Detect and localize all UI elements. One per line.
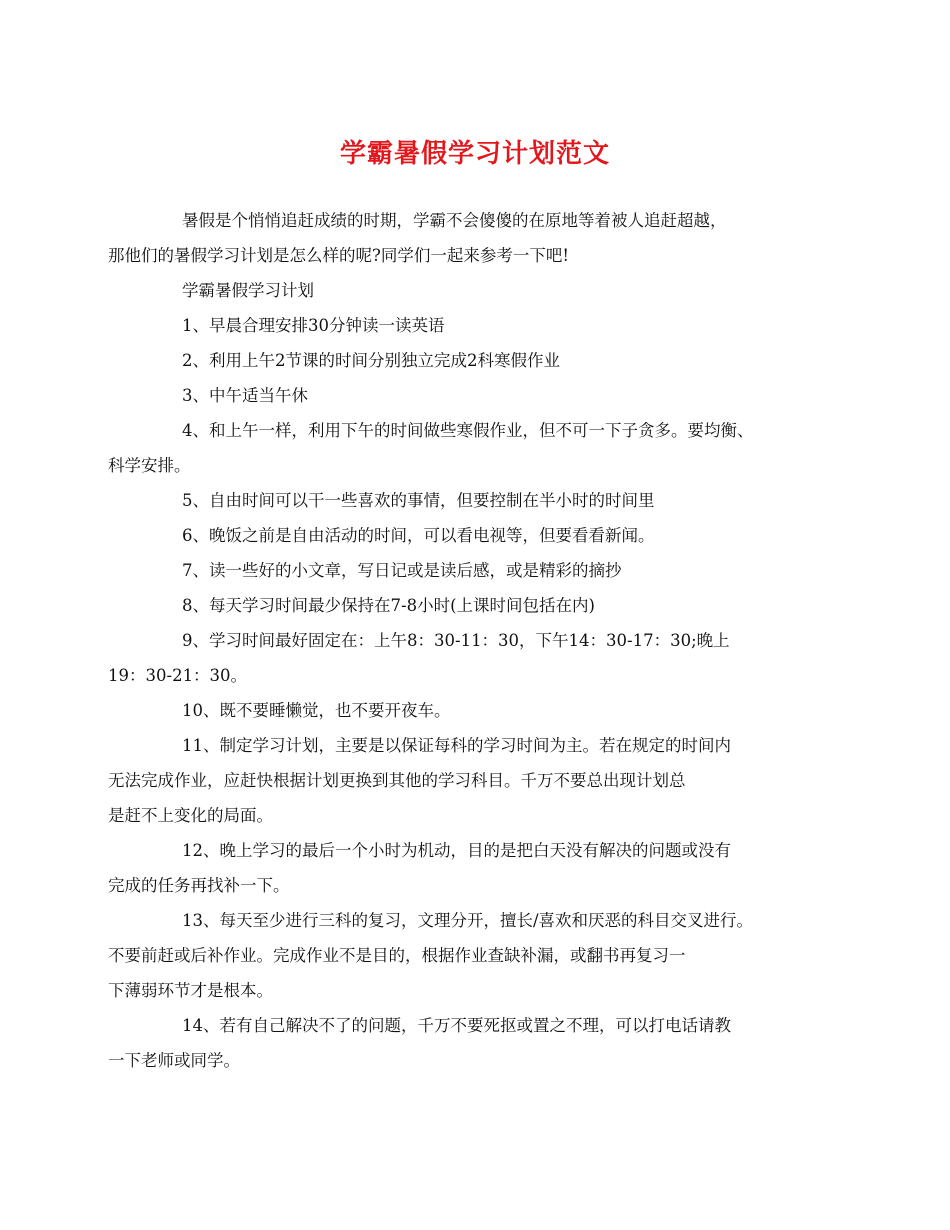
paragraph-line: 科学安排。 — [108, 456, 191, 475]
plan-item-14 — [108, 1008, 815, 1078]
paragraph-line: 不要前赶或后补作业。完成作业不是目的，根据作业查缺补漏，或翻书再复习一 — [108, 946, 686, 965]
paragraph-line: 一下老师或同学。 — [108, 1051, 240, 1070]
paragraph-line: 是赶不上变化的局面。 — [108, 806, 273, 825]
plan-item-1 — [145, 308, 815, 343]
paragraph-line: 1、早晨合理安排30分钟读一读英语 — [182, 316, 445, 335]
paragraph-line: 3、中午适当午休 — [182, 386, 308, 405]
plan-heading — [145, 273, 815, 308]
plan-item-4 — [108, 413, 815, 483]
paragraph-line: 那他们的暑假学习计划是怎么样的呢?同学们一起来参考一下吧! — [108, 246, 569, 265]
plan-item-10 — [145, 693, 815, 728]
document-title: 学霸暑假学习计划范文 — [339, 139, 610, 169]
paragraph-line: 11、制定学习计划，主要是以保证每科的学习时间为主。若在规定的时间内 — [182, 736, 731, 755]
paragraph-line: 12、晚上学习的最后一个小时为机动，目的是把白天没有解决的问题或没有 — [182, 841, 731, 860]
plan-item-9 — [108, 623, 815, 693]
paragraph-line: 暑假是个悄悄追赶成绩的时期，学霸不会傻傻的在原地等着被人追赶超越， — [182, 211, 727, 230]
document-body — [108, 203, 815, 1078]
paragraph-line: 2、利用上午2节课的时间分别独立完成2科寒假作业 — [182, 351, 560, 370]
plan-item-6 — [145, 518, 815, 553]
paragraph-line: 6、晚饭之前是自由活动的时间，可以看电视等，但要看看新闻。 — [182, 526, 655, 545]
plan-item-8 — [145, 588, 815, 623]
paragraph-line: 19：30-21：30。 — [108, 666, 248, 685]
plan-item-7 — [145, 553, 815, 588]
intro-paragraph — [108, 203, 815, 273]
paragraph-line: 学霸暑假学习计划 — [182, 281, 314, 300]
paragraph-line: 完成的任务再找补一下。 — [108, 876, 290, 895]
plan-item-3 — [145, 378, 815, 413]
paragraph-line: 10、既不要睡懒觉，也不要开夜车。 — [182, 701, 451, 720]
paragraph-line: 9、学习时间最好固定在：上午8：30-11：30，下午14：30-17：30;晚上 — [182, 631, 730, 650]
paragraph-line: 下薄弱环节才是根本。 — [108, 981, 273, 1000]
paragraph-line: 13、每天至少进行三科的复习，文理分开，擅长/喜欢和厌恶的科目交叉进行。 — [182, 911, 754, 930]
paragraph-line: 4、和上午一样，利用下午的时间做些寒假作业，但不可一下子贪多。要均衡、 — [182, 421, 754, 440]
paragraph-line: 5、自由时间可以干一些喜欢的事情，但要控制在半小时的时间里 — [182, 491, 655, 510]
paragraph-line: 8、每天学习时间最少保持在7-8小时(上课时间包括在内) — [182, 596, 595, 615]
plan-item-12 — [108, 833, 815, 903]
paragraph-line: 无法完成作业，应赶快根据计划更换到其他的学习科目。千万不要总出现计划总 — [108, 771, 686, 790]
plan-item-11 — [108, 728, 815, 833]
paragraph-line: 7、读一些好的小文章，写日记或是读后感，或是精彩的摘抄 — [182, 561, 622, 580]
plan-item-13 — [108, 903, 815, 1008]
plan-item-2 — [145, 343, 815, 378]
plan-item-5 — [145, 483, 815, 518]
paragraph-line: 14、若有自己解决不了的问题，千万不要死抠或置之不理，可以打电话请教 — [182, 1016, 731, 1035]
